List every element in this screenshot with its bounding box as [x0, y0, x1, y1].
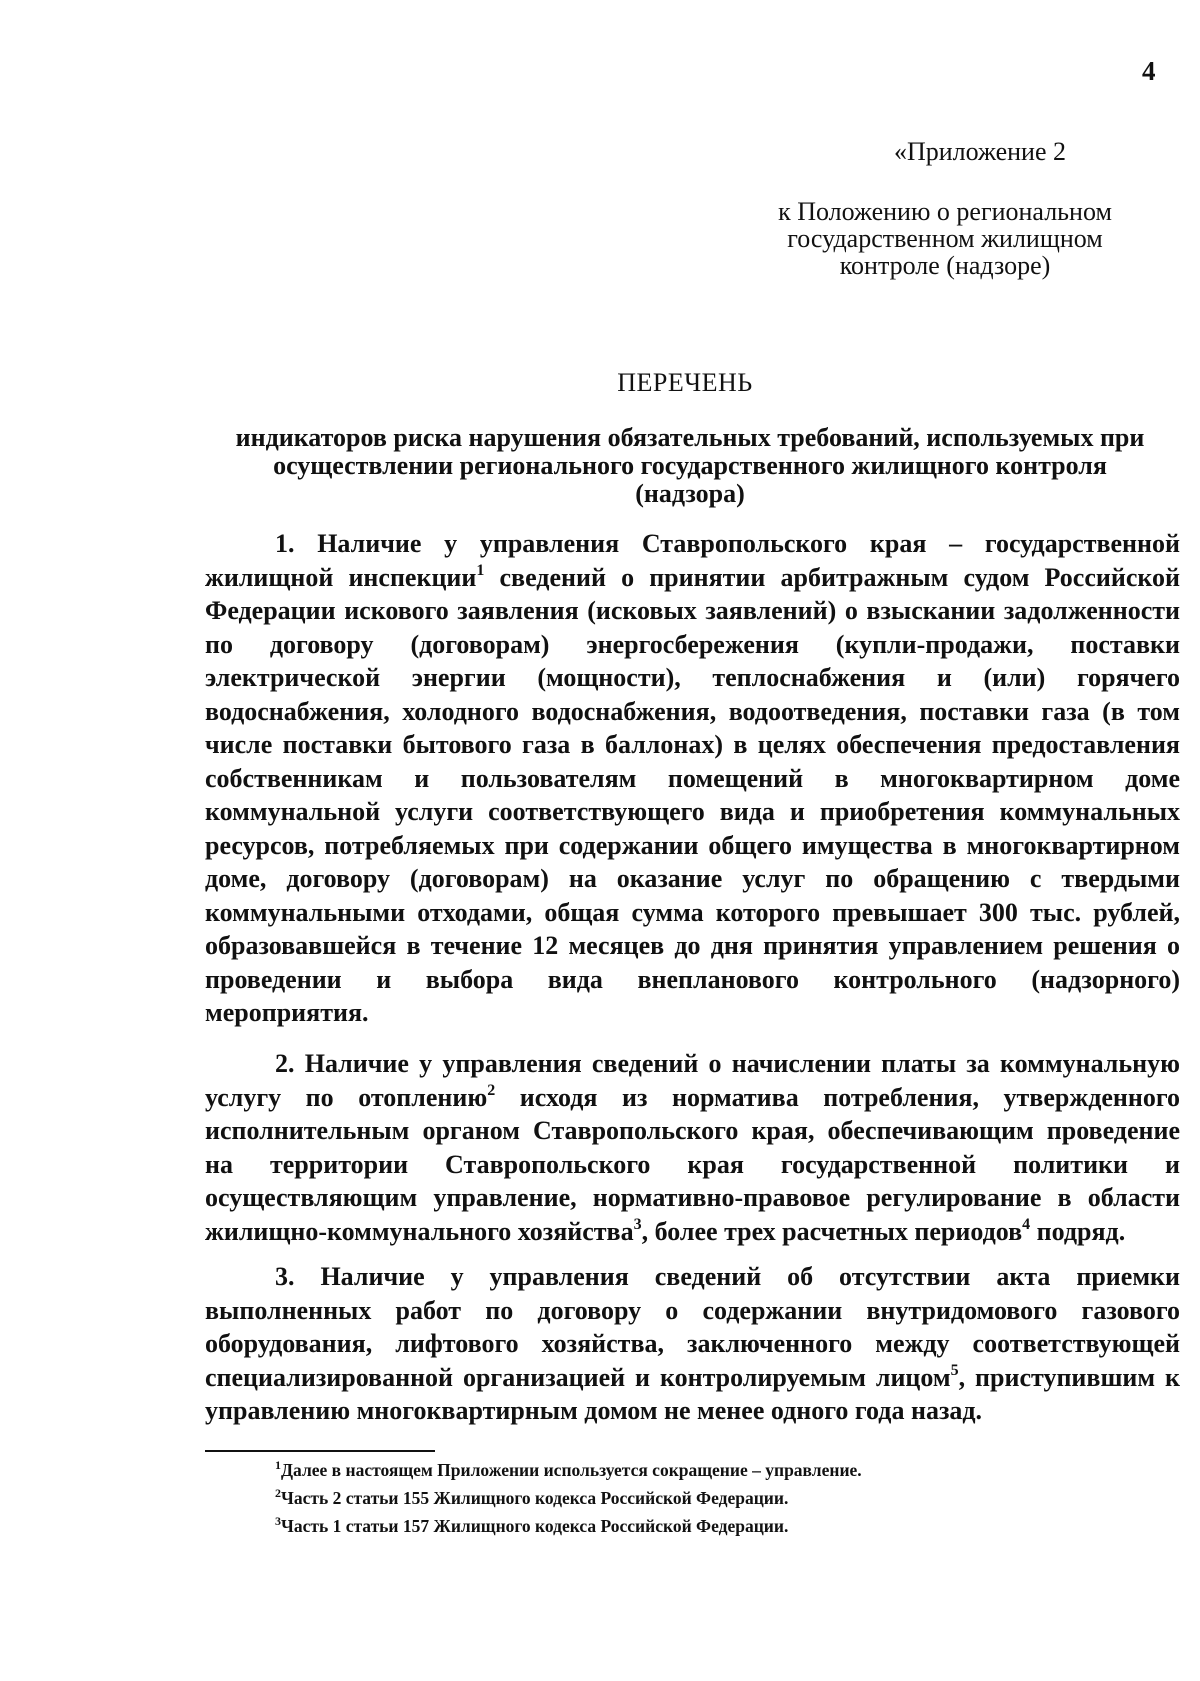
annex-ref-line: государственном жилищном [787, 224, 1103, 253]
footnote-ref: 3 [633, 1215, 642, 1233]
subtitle-line: (надзора) [635, 479, 745, 508]
annex-title: «Приложение 2 [893, 137, 1067, 166]
document-subtitle [200, 424, 1180, 508]
footnote-ref: 4 [1022, 1215, 1031, 1233]
footnote [275, 1484, 1175, 1512]
footnote [275, 1512, 1175, 1540]
footnote-mark: 1 [275, 1458, 281, 1472]
footnote-ref: 1 [476, 561, 485, 579]
paragraph-text: , более трех расчетных периодов [641, 1216, 1023, 1246]
paragraph-text: подряд. [1030, 1216, 1126, 1246]
paragraph-3 [205, 1260, 1180, 1428]
annex-ref-line: к Положению о региональном [778, 197, 1112, 226]
footnote-ref: 2 [487, 1081, 496, 1099]
paragraph-2 [205, 1047, 1180, 1248]
footnote-ref: 5 [950, 1361, 959, 1379]
paragraph-text: 1. Наличие у управления Ставропольского края – государственной жилищной инспекции [205, 529, 1180, 592]
paragraph-text: исходя из норматива потребления, утвержденного исполнительным органом Ставропольского края, обеспечивающим проведение на территории Ставропольского края государственной политики и осуществляющим управление, нормативно-правовое регулирование в области жилищно-коммунального хозяйства [205, 1082, 1181, 1246]
paragraph-text: 2. Наличие у управления сведений о начислении платы за коммунальную услугу по отоплению [205, 1049, 1180, 1112]
footnote [275, 1456, 1175, 1484]
footnote-mark: 2 [275, 1486, 281, 1500]
footnote-separator [205, 1450, 435, 1452]
footnote-text: Часть 2 статьи 155 Жилищного кодекса Российской Федерации. [281, 1488, 789, 1508]
footnotes [275, 1456, 1175, 1540]
page-number: 4 [1142, 56, 1156, 86]
paragraph-text: сведений о принятии арбитражным судом Российской Федерации искового заявления (исковых заявлений) о взыскании задолженности по договору (договорам) энергосбережения (купли-продажи, поставки электрической энергии (мощности), теплоснабжения и (или) горячего водоснабжения, холодного водоснабжения, водоотведения, поставки газа (в том числе поставки бытового газа в баллонах) в целях обеспечения предоставления собственникам и пользователям помещений в многоквартирном доме коммунальной услуги соответствующего вида и приобретения коммунальных ресурсов, потребляемых при содержании общего имущества в многоквартирном доме, договору (договорам) на оказание услуг по обращению с твердыми коммунальными отходами, общая сумма которого превышает 300 тыс. рублей, образовавшейся в течение 12 месяцев до дня принятия управлением решения о проведении и выбора вида внепланового контрольного (надзорного) мероприятия. [205, 562, 1180, 1027]
paragraph-1 [205, 527, 1180, 1030]
document-title: ПЕРЕЧЕНЬ [617, 368, 753, 397]
subtitle-line: осуществлении регионального государственного жилищного контроля [273, 451, 1107, 480]
paragraph-text: , приступившим к управлению многоквартирным домом не менее одного года назад. [205, 1362, 1180, 1425]
annex-ref-line: контроле (надзоре) [839, 251, 1051, 280]
footnote-mark: 3 [275, 1514, 281, 1528]
annex-reference [760, 198, 1130, 279]
subtitle-line: индикаторов риска нарушения обязательных требований, используемых при [235, 423, 1145, 452]
footnote-text: Далее в настоящем Приложении используется сокращение – управление. [281, 1460, 862, 1480]
footnote-text: Часть 1 статьи 157 Жилищного кодекса Российской Федерации. [281, 1516, 789, 1536]
paragraph-text: 3. Наличие у управления сведений об отсутствии акта приемки выполненных работ по договору о содержании внутридомового газового оборудования, лифтового хозяйства, заключенного между соответствующей специализированной организацией и контролируемым лицом [205, 1262, 1180, 1392]
